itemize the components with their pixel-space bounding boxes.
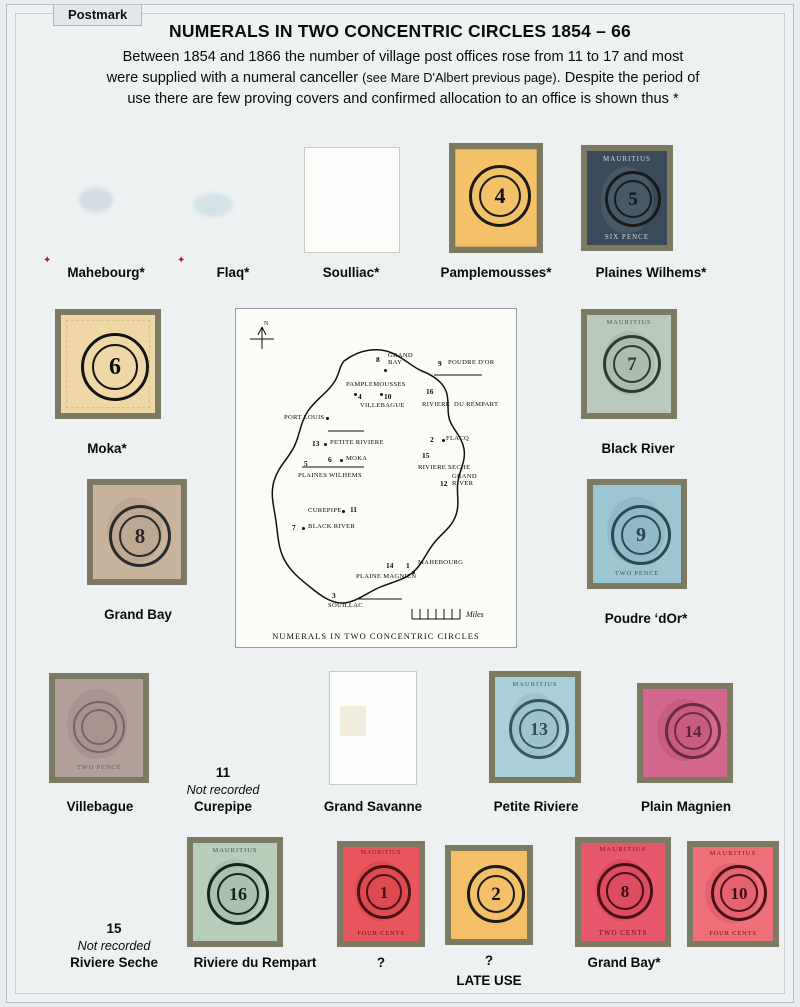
stamp-black-river [581,309,677,419]
intro-line-2-b: . Despite the period of [556,70,700,87]
caption-pamplemousses: Pamplemousses* [440,265,552,280]
stamp-villebague [49,673,149,783]
map-dot-flacq [442,439,445,442]
map-label-mahebourg: MAHEBOURG [418,559,464,566]
map-dot-port-louis [326,417,329,420]
map-caption: NUMERALS IN TWO CONCENTRIC CIRCLES [272,632,480,641]
stamp-country-label: MAURITIUS [212,847,258,854]
stamp-value-label: SIX PENCE [604,233,650,241]
stamp-unknown-10 [687,841,779,947]
map-num-16: 16 [426,387,434,396]
cancel-digit: 9 [636,524,646,546]
numeral-riviere-seche: 15 [106,921,122,936]
map-figure [235,308,517,648]
blank-card-grand-savanne [329,671,417,785]
map-label-riviere-du-rempart: RIVIERE DU REMPART [422,401,499,408]
map-label-plaines-wilhems: PLAINES WILHEMS [298,472,362,479]
map-num-15: 15 [422,451,430,460]
stamp-unknown-1 [337,841,425,947]
cancel-digit: 10 [730,883,748,903]
numeral-curepipe: 11 [215,765,231,780]
caption-poudre-dor: Poudre ‘dOr* [604,611,688,626]
caption-curepipe: Curepipe [193,799,253,814]
svg-text:N: N [264,321,269,327]
cancel-numeral-14 [665,703,721,759]
map-label-port-louis: PORT LOUIS [284,414,325,421]
cancel-numeral-1 [357,865,411,919]
caption-villebague: Villebague [66,799,134,814]
cancel-digit: 2 [491,883,501,905]
cancel-digit: 16 [229,884,247,904]
map-scale-label: Miles [466,610,484,619]
caption-unknown-1: ? [376,955,386,970]
caption-mahebourg: Mahebourg* [67,265,145,280]
cancel-digit: 13 [530,719,548,739]
map-dot-moka [340,459,343,462]
map-label-flacq: FLACQ [446,435,470,442]
page-smudge-1 [79,187,113,213]
cancel-numeral-13 [509,699,569,759]
caption-unknown-2-sub: LATE USE [456,973,522,988]
map-num-2: 2 [430,435,434,444]
stamp-value-label: FOUR CENTS [357,930,405,937]
stamp-pamplemousses [449,143,543,253]
stamp-country-label: MAURITIUS [512,681,558,688]
cancel-numeral-8 [109,505,171,567]
intro-line-1: Between 1854 and 1866 the number of village post offices rose from 11 to 17 and most [122,49,684,65]
cancel-numeral-2 [467,865,525,923]
stamp-country-label: MAURITIUS [360,850,402,856]
page-smudge-2 [193,193,233,217]
map-dot-villebague [380,393,383,396]
red-mark-1: ✦ [43,255,52,266]
stamp-moka [55,309,161,419]
album-page [6,4,794,1003]
map-dot-pamplemousses [354,393,357,396]
map-label-grand-bay: GRAND BAY [388,352,413,366]
map-num-8: 8 [376,355,380,364]
map-num-4: 4 [358,392,362,401]
map-num-11: 11 [350,505,357,514]
caption-soulliac: Soulliac* [322,265,380,280]
stamp-country-label: MAURITIUS [709,850,757,857]
map-dot-grand-bay [384,369,387,372]
cancel-digit: 5 [628,188,638,210]
caption-moka: Moka* [87,441,127,456]
stamp-grand-bay-two-cents [575,837,671,947]
caption-plain-magnien: Plain Magnien [640,799,732,814]
red-mark-2: ✦ [177,255,186,266]
map-dot-black-river [302,527,305,530]
map-label-moka: MOKA [346,455,368,462]
stamp-unknown-2 [445,845,533,945]
cancel-numeral-4 [469,165,531,227]
caption-plaines-wilhems: Plaines Wilhems* [595,265,707,280]
caption-petite-riviere: Petite Riviere [493,799,579,814]
map-label-pamplemousses: PAMPLEMOUSSES [346,381,406,388]
map-num-6: 6 [328,455,332,464]
map-label-grand-river: GRAND RIVER [452,473,477,487]
note-curepipe: Not recorded [186,783,260,797]
map-num-13: 13 [312,439,320,448]
intro-line-2-a: were supplied with a numeral canceller [106,70,363,87]
map-label-black-river: BLACK RIVER [308,523,356,530]
cancel-digit: 8 [134,523,146,548]
map-num-9: 9 [438,359,442,368]
map-num-5: 5 [304,459,308,468]
map-label-curepipe: CUREPIPE [308,507,342,514]
caption-black-river: Black River [601,441,675,456]
map-dot-petite-riviere [324,443,327,446]
stamp-country-label: MAURITIUS [606,319,652,326]
caption-riviere-seche: Riviere Seche [70,955,158,970]
stamp-country-label: MAURITIUS [603,155,651,163]
stamp-plain-magnien [637,683,733,783]
map-label-villebague: VILLEBAGUE [360,402,405,409]
intro-line-3: use there are few proving covers and confirmed allocation to an office is shown thus * [127,91,679,108]
cancel-numeral-16 [207,863,269,925]
cancel-digit: 14 [684,721,702,741]
page-title: NUMERALS IN TWO CONCENTRIC CIRCLES 1854 – 66 [169,21,631,41]
stamp-value-label: TWO PENCE [614,570,660,577]
caption-grand-savanne: Grand Savanne [323,799,423,814]
note-riviere-seche: Not recorded [77,939,151,953]
stamp-value-label: TWO PENCE [76,764,122,771]
stamp-value-label: FOUR CENTS [709,930,757,937]
cancel-numeral-villebague [73,701,125,753]
map-dot-curepipe [342,510,345,513]
cancel-numeral-10 [711,865,767,921]
stamp-value-label: TWO CENTS [598,929,648,937]
stamp-riviere-du-rempart [187,837,283,947]
cancel-digit: 1 [379,882,389,902]
map-num-14: 14 [386,561,394,570]
cancel-numeral-9 [611,505,671,565]
map-num-1: 1 [406,561,410,570]
map-num-12: 12 [440,479,448,488]
intro-text [47,47,759,110]
stamp-poudre-dor [587,479,687,589]
intro-line-2 [47,68,759,89]
cancel-numeral-6 [81,333,149,401]
map-label-petite-riviere: PETITE RIVIERE [330,439,384,446]
map-num-3: 3 [332,591,336,600]
cancel-digit: 6 [109,354,121,380]
intro-line-2-note: (see Mare D'Albert previous page) [362,70,557,86]
map-label-riviere-seche: RIVIERE SECHE [418,464,471,471]
map-label-plaine-magnien: PLAINE MAGNIEN [356,573,417,580]
map-num-7: 7 [292,523,296,532]
blank-card-soulliac [304,147,400,253]
cancel-numeral-8b [597,863,653,919]
cancel-digit: 4 [494,183,506,208]
stamp-petite-riviere [489,671,581,783]
map-label-souillac: SOUILLAC [328,602,364,609]
stamp-grand-bay [87,479,187,585]
cancel-digit: 7 [627,353,637,375]
map-num-10: 10 [384,392,392,401]
caption-grand-bay: Grand Bay [104,607,172,622]
caption-grand-bay-two-cents: Grand Bay* [587,955,661,970]
postmark-tab: Postmark [53,5,142,26]
caption-flaq: Flaq* [216,265,250,280]
map-label-poudre-dor: POUDRE D'OR [448,359,495,366]
stamp-country-label: MAURITIUS [599,846,647,853]
caption-riviere-du-rempart: Riviere du Rempart [193,955,317,970]
cancel-numeral-5 [605,171,661,227]
cancel-numeral-7 [603,335,661,393]
stamp-plaines-wilhems [581,145,673,251]
caption-unknown-2: ? [484,953,494,968]
cancel-digit: 8 [620,881,630,901]
